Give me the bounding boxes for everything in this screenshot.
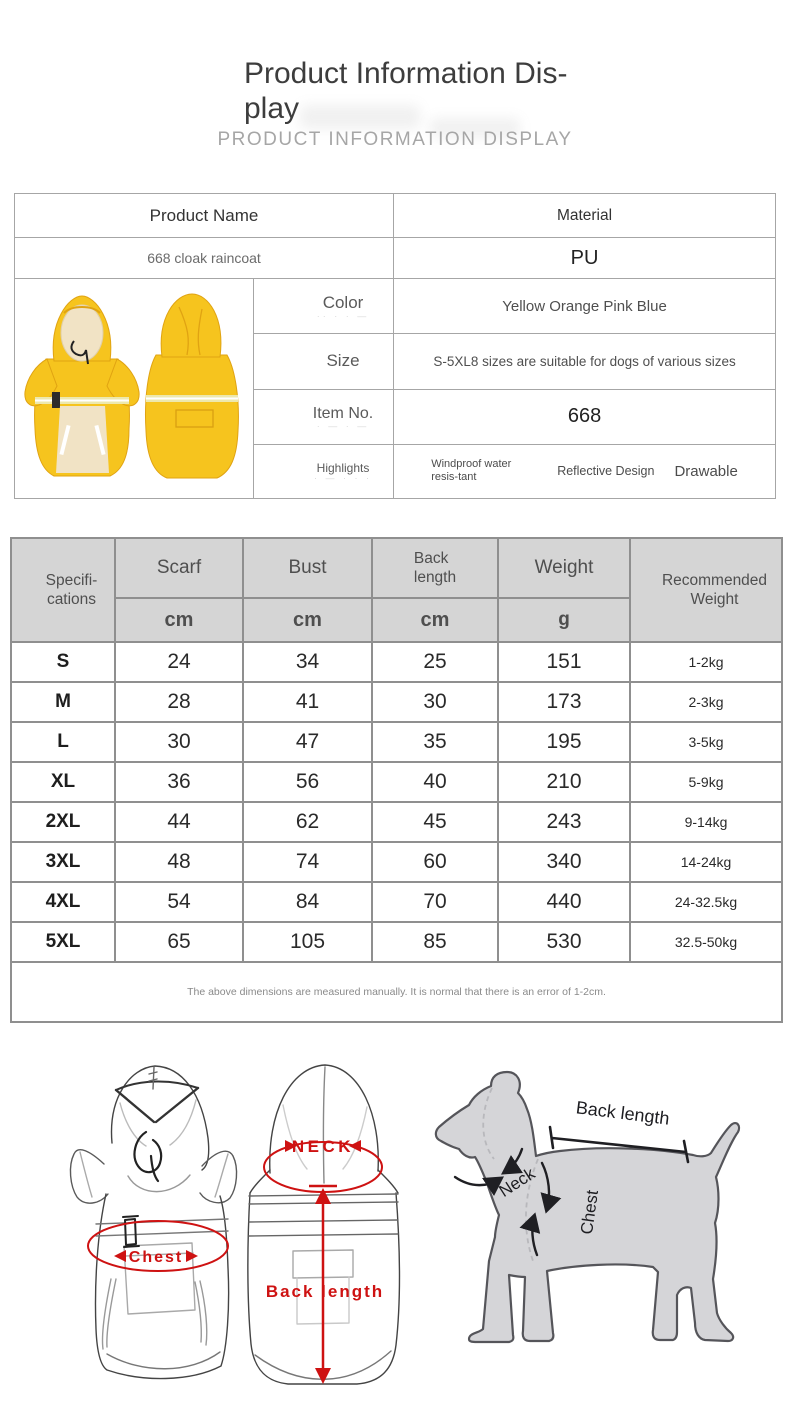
size-cell: 3XL [11,842,115,882]
raincoat-photos-image [16,279,253,493]
product-info-table [14,193,776,499]
back-length-cell: 25 [372,642,498,682]
scarf-cell: 30 [115,722,243,762]
belt-buckle [123,1216,139,1247]
recommended-cell: 14-24kg [630,842,782,882]
bust-header: Bust [243,538,372,598]
weight-cell: 210 [498,762,630,802]
scarf-cell: 36 [115,762,243,802]
table-row [15,279,776,334]
color-label [254,279,394,334]
color-value: Yellow Orange Pink Blue [394,279,776,334]
ghost-mark: ·· · · — [316,311,370,322]
right-sleeve [200,1151,237,1203]
back-length-header-line2: length [413,569,457,586]
back-length-cell: 85 [372,922,498,962]
dog-measurement-diagram [425,1065,790,1395]
size-cell: 5XL [11,922,115,962]
measurement-note: The above dimensions are measured manually. It is normal that there is an error of 1-2cm. [11,962,782,1022]
material-value: PU [394,238,776,279]
drawstring-loop [135,1132,162,1181]
left-sleeve [70,1150,108,1203]
item-no-label [254,389,394,444]
weight-cell: 243 [498,802,630,842]
highlight-item: Windproof water resis-tant [431,458,512,484]
table-row [15,194,776,238]
specifications-header-line2: cations [46,591,97,608]
page-title-line2: play [244,92,300,125]
recommended-cell: 9-14kg [630,802,782,842]
raincoat-front-photo [24,296,138,476]
dog-chest-label: Chest [577,1188,603,1236]
weight-header: Weight [498,538,630,598]
bust-unit: cm [243,598,372,642]
bust-cell: 105 [243,922,372,962]
scarf-cell: 65 [115,922,243,962]
table-row [15,238,776,279]
size-row-xl [11,762,782,802]
weight-unit: g [498,598,630,642]
back-length-cell: 45 [372,802,498,842]
scarf-cell: 48 [115,842,243,882]
color-label-text: Color [322,293,364,313]
raincoat-front-sketch [50,1048,245,1393]
size-label-text: Size [326,351,360,371]
product-photos [15,279,254,499]
bust-cell: 56 [243,762,372,802]
back-length-header [372,538,498,598]
neck-label: NECK [291,1137,355,1156]
weight-cell: 340 [498,842,630,882]
size-row-l [11,722,782,762]
chest-arrow-left [114,1250,126,1262]
raincoat-back-sketch [245,1045,415,1395]
back-length-cell: 40 [372,762,498,802]
dog-back-length-label: Back length [574,1097,671,1129]
raincoat-back-photo [145,294,238,478]
bust-cell: 62 [243,802,372,842]
note-row [11,962,782,1022]
weight-cell: 173 [498,682,630,722]
size-cell: 2XL [11,802,115,842]
arrowhead-up [315,1188,331,1204]
size-cell: M [11,682,115,722]
recommended-cell: 3-5kg [630,722,782,762]
size-label [254,334,394,389]
back-length-cell: 60 [372,842,498,882]
scarf-cell: 28 [115,682,243,722]
recommended-cell: 24-32.5kg [630,882,782,922]
back-length-header-line1: Back [413,550,449,567]
page-title-line1: Product Information Dis- [244,57,568,90]
size-spec-table [10,537,783,1023]
highlights-value [394,444,776,498]
bust-cell: 84 [243,882,372,922]
material-header: Material [394,194,776,238]
arrowhead-down [315,1368,331,1384]
bust-cell: 41 [243,682,372,722]
product-name-header: Product Name [15,194,394,238]
back-length-arrow [309,1186,337,1373]
back-length-cell: 30 [372,682,498,722]
weight-cell: 151 [498,642,630,682]
ghost-mark: · — · · · [314,473,372,484]
size-row-s [11,642,782,682]
weight-cell: 440 [498,882,630,922]
scarf-cell: 24 [115,642,243,682]
size-row-5xl [11,922,782,962]
recommended-weight-line2: Weight [690,591,739,608]
scarf-cell: 44 [115,802,243,842]
chest-label: Chest [128,1249,184,1266]
recommended-cell: 2-3kg [630,682,782,722]
weight-cell: 195 [498,722,630,762]
spec-header-row [11,538,782,598]
size-row-2xl [11,802,782,842]
size-cell: 4XL [11,882,115,922]
back-length-unit: cm [372,598,498,642]
bust-cell: 34 [243,642,372,682]
highlights-label [254,444,394,498]
ghost-mark: · — · — [316,420,370,431]
bust-cell: 74 [243,842,372,882]
recommended-cell: 32.5-50kg [630,922,782,962]
size-cell: S [11,642,115,682]
size-cell: L [11,722,115,762]
back-length-cell: 70 [372,882,498,922]
size-row-3xl [11,842,782,882]
recommended-weight-header [630,538,782,642]
size-row-4xl [11,882,782,922]
size-value: S-5XL8 sizes are suitable for dogs of various sizes [394,334,776,389]
recommended-cell: 5-9kg [630,762,782,802]
size-cell: XL [11,762,115,802]
bust-cell: 47 [243,722,372,762]
recommended-cell: 1-2kg [630,642,782,682]
scarf-header: Scarf [115,538,243,598]
back-length-cell: 35 [372,722,498,762]
recommended-weight-line1: Recommended [661,572,768,589]
specifications-header [11,538,115,642]
scarf-unit: cm [115,598,243,642]
page-title [244,56,567,126]
scarf-cell: 54 [115,882,243,922]
specifications-header-line1: Specifi- [45,572,98,589]
highlights-label-text: Highlights [316,461,370,476]
highlight-item: Drawable [674,462,738,480]
back-length-label: Back length [265,1282,385,1301]
item-no-value: 668 [394,389,776,444]
weight-cell: 530 [498,922,630,962]
size-row-m [11,682,782,722]
item-no-label-text: Item No. [312,404,374,422]
dog-neck-label: Neck [495,1163,539,1201]
page-subtitle: PRODUCT INFORMATION DISPLAY [217,129,573,150]
highlight-item: Reflective Design [557,464,655,479]
product-name-value: 668 cloak raincoat [15,238,394,279]
